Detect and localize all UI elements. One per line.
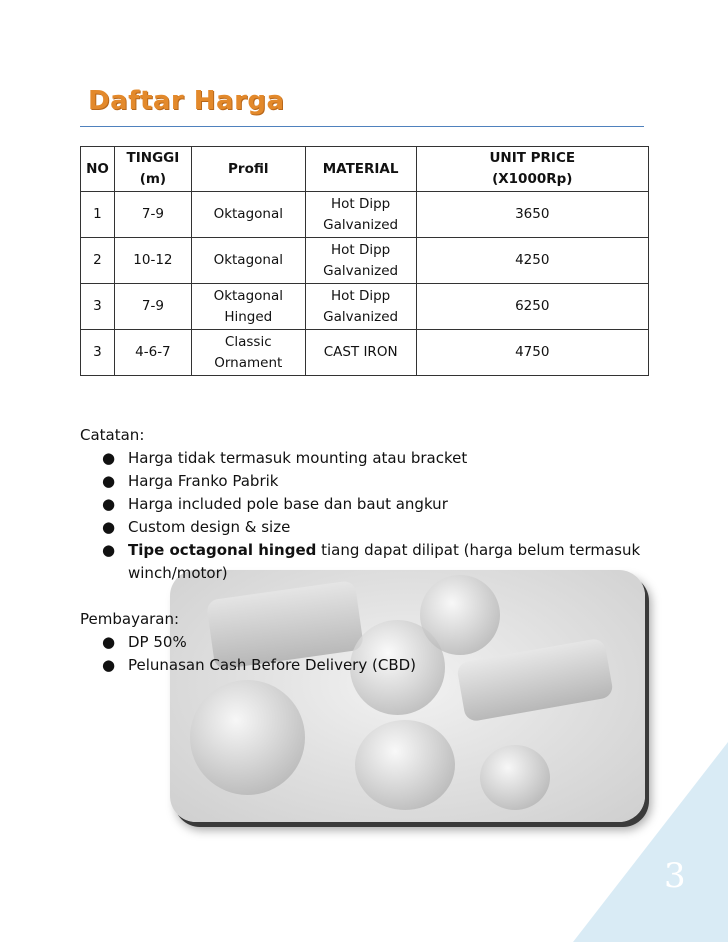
profil-line: Hinged [224, 308, 273, 325]
cell-profil [191, 238, 305, 284]
cell-material [305, 192, 416, 238]
catatan-list [80, 447, 680, 585]
material-line: Galvanized [323, 308, 399, 325]
cell-no: 3 [81, 284, 115, 330]
bullet-icon: ● [102, 449, 116, 467]
profil-line: Classic [224, 333, 272, 350]
catatan-label: Catatan: [80, 426, 145, 444]
header-tinggi-line1: TINGGI [126, 150, 180, 166]
cell-tinggi: 10-12 [114, 238, 191, 284]
list-item-text: Harga Franko Pabrik [128, 472, 279, 490]
header-profil: Profil [191, 147, 305, 192]
cell-no: 2 [81, 238, 115, 284]
profil-line: Oktagonal [213, 287, 283, 304]
header-material: MATERIAL [305, 147, 416, 192]
cell-tinggi: 7-9 [114, 192, 191, 238]
table-body [81, 192, 649, 376]
dome-camera-shape-3 [355, 720, 455, 810]
header-tinggi [114, 147, 191, 192]
list-item [80, 539, 680, 585]
pembayaran-label: Pembayaran: [80, 610, 180, 628]
bullet-icon: ● [102, 472, 116, 490]
header-price-line2: (X1000Rp) [492, 171, 573, 187]
list-item-bold: Tipe octagonal hinged [128, 541, 317, 559]
list-item [80, 470, 680, 493]
list-item [80, 654, 680, 677]
list-item-text: Harga included pole base dan baut angkur [128, 495, 448, 513]
material-line: Galvanized [323, 262, 399, 279]
list-item-text: Pelunasan Cash Before Delivery (CBD) [128, 656, 417, 674]
corner-decoration [573, 742, 728, 942]
material-line: Hot Dipp [330, 195, 391, 212]
material-line: Hot Dipp [330, 241, 391, 258]
table-row [81, 284, 649, 330]
table-row [81, 330, 649, 376]
header-tinggi-line2: (m) [139, 171, 167, 187]
cell-material [305, 330, 416, 376]
bullet-icon: ● [102, 656, 116, 674]
list-item [80, 447, 680, 470]
cell-price: 4250 [416, 238, 648, 284]
mini-dome-shape [480, 745, 550, 810]
cell-price: 4750 [416, 330, 648, 376]
list-item-text: tiang dapat dilipat (harga belum termasuk [316, 541, 641, 559]
material-line: CAST IRON [323, 344, 398, 360]
cell-price: 3650 [416, 192, 648, 238]
list-item [80, 516, 680, 539]
cell-material [305, 284, 416, 330]
header-no: NO [81, 147, 115, 192]
bullet-icon: ● [102, 495, 116, 513]
cell-no: 3 [81, 330, 115, 376]
list-item-text: DP 50% [128, 633, 187, 651]
pembayaran-list [80, 631, 680, 677]
header-price [416, 147, 648, 192]
profil-line: Oktagonal [213, 206, 283, 222]
cell-profil [191, 192, 305, 238]
profil-line: Ornament [214, 354, 283, 371]
bullet-icon: ● [102, 633, 116, 651]
page-title: Daftar Harga [88, 86, 285, 116]
bullet-icon: ● [102, 541, 116, 559]
table-row [81, 192, 649, 238]
list-item-continuation: winch/motor) [128, 564, 228, 582]
table-header-row [81, 147, 649, 192]
cell-no: 1 [81, 192, 115, 238]
cell-profil [191, 284, 305, 330]
list-item-text: Custom design & size [128, 518, 291, 536]
cell-tinggi: 7-9 [114, 284, 191, 330]
ir-camera-shape [190, 680, 305, 795]
cell-tinggi: 4-6-7 [114, 330, 191, 376]
notes-section [80, 424, 680, 677]
header-price-line1: UNIT PRICE [489, 150, 576, 166]
material-line: Hot Dipp [330, 287, 391, 304]
title-underline [80, 126, 644, 127]
cell-price: 6250 [416, 284, 648, 330]
list-item [80, 631, 680, 654]
cell-material [305, 238, 416, 284]
table-row [81, 238, 649, 284]
profil-line: Oktagonal [213, 252, 283, 268]
page-number: 3 [664, 856, 686, 896]
cell-profil [191, 330, 305, 376]
bullet-icon: ● [102, 518, 116, 536]
list-item-text: Harga tidak termasuk mounting atau bracket [128, 449, 468, 467]
price-table [80, 146, 649, 376]
list-item [80, 493, 680, 516]
material-line: Galvanized [323, 216, 399, 233]
